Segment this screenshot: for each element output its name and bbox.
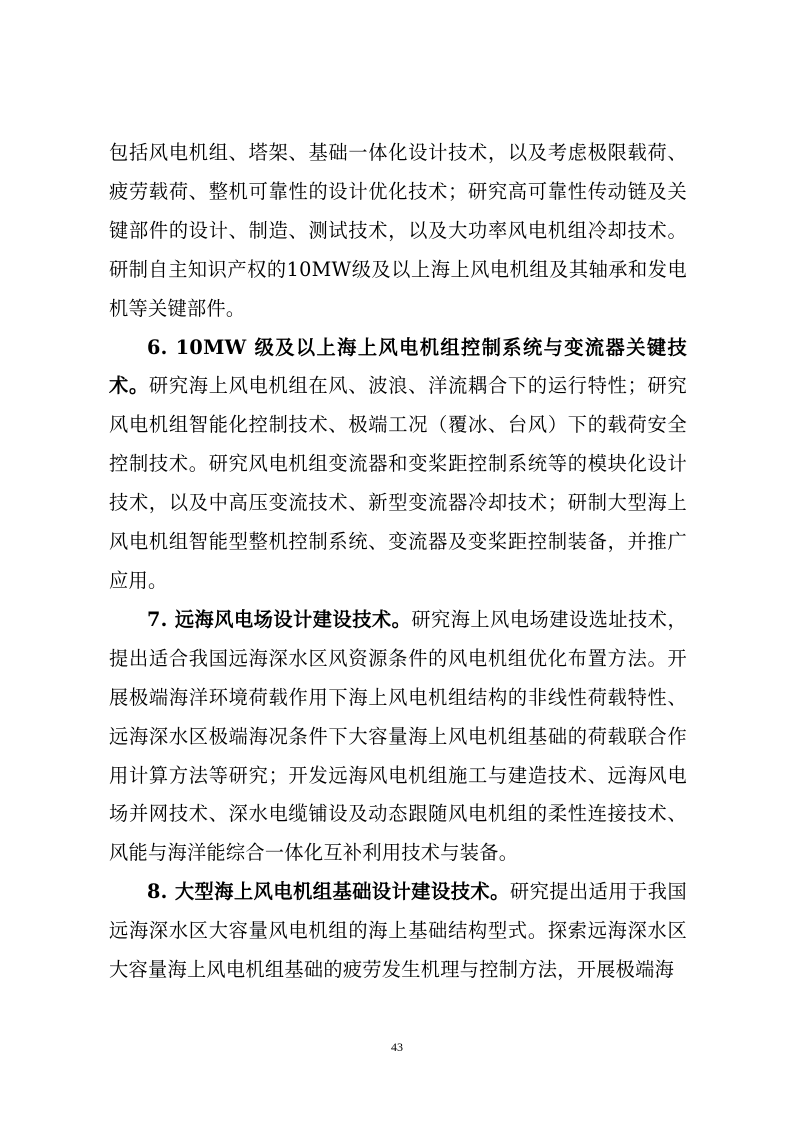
paragraph-text: 研究海上风电场建设选址技术，提出适合我国远海深水区风资源条件的风电机组优化布置方法。开展极端海洋环境荷载作用下海上风电机组结构的非线性荷载特性、远海深水区极端海况条件下大容量海上风电机组基础的荷载联合作用计算方法等研究；开发远海风电机组施工与建造技术、远海风电场并网技术、深水电缆铺设及动态跟随风电机组的柔性连接技术、风能与海洋能综合一体化互补利用技术与装备。: [109, 607, 687, 865]
paragraph-text: 研究提出适用于我国远海深水区大容量风电机组的海上基础结构型式。探索远海深水区大容量海上风电机组基础的疲劳发生机理与控制方法，开展极端海: [109, 880, 688, 982]
paragraph-item-8: [109, 873, 687, 990]
paragraph-continuation: [109, 134, 687, 329]
page-number: 43: [391, 1040, 403, 1054]
paragraph-text: 研究海上风电机组在风、波浪、洋流耦合下的运行特性；研究风电机组智能化控制技术、极端工况（覆冰、台风）下的载荷安全控制技术。研究风电机组变流器和变桨距控制系统等的模块化设计技术，以及中高压变流技术、新型变流器冷却技术；研制大型海上风电机组智能型整机控制系统、变流器及变桨距控制装备，并推广应用。: [109, 374, 687, 592]
paragraph-item-6: [109, 329, 687, 601]
body-text: [109, 134, 687, 990]
item-heading: 8. 大型海上风电机组基础设计建设技术。: [147, 880, 510, 904]
item-heading: 7. 远海风电场设计建设技术。: [147, 607, 412, 631]
item-heading: 6. 10MW 级及以上海上风电机组控制系统与变流器关键技术。: [109, 335, 687, 398]
paragraph-text: 包括风电机组、塔架、基础一体化设计技术，以及考虑极限载荷、疲劳载荷、整机可靠性的设计优化技术；研究高可靠性传动链及关键部件的设计、制造、测试技术，以及大功率风电机组冷却技术。研制自主知识产权的10MW级及以上海上风电机组及其轴承和发电机等关键部件。: [109, 141, 687, 320]
paragraph-item-7: [109, 601, 687, 873]
